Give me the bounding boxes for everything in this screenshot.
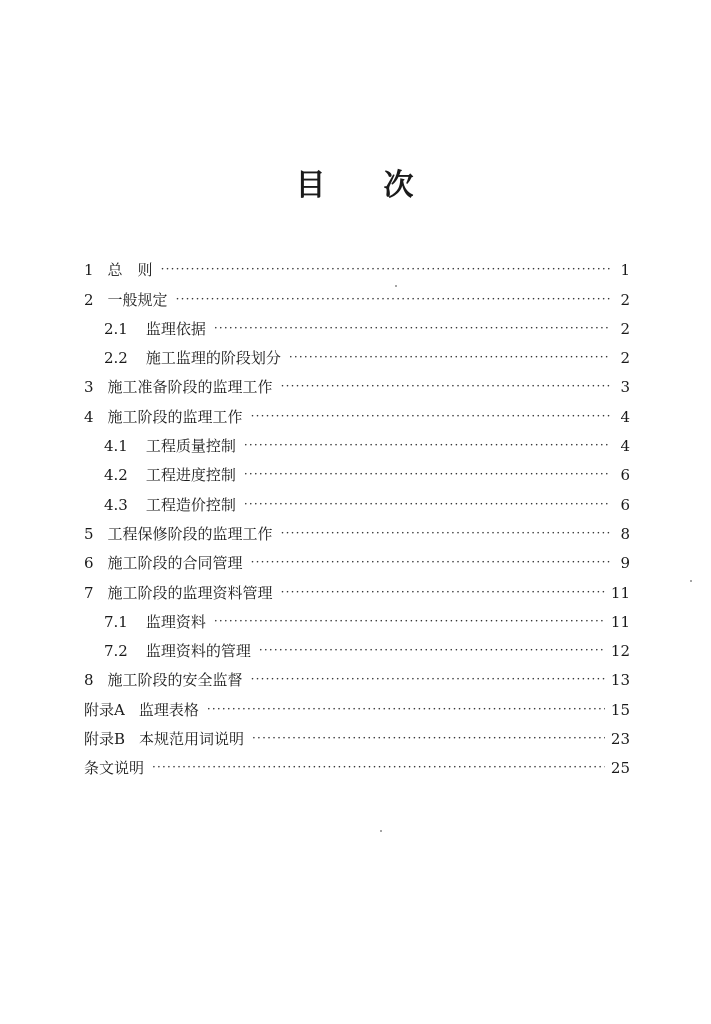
toc-entry-page: 11 [610, 612, 630, 631]
toc-entry-page: 6 [620, 495, 630, 514]
toc-entry-number: 6 [84, 554, 94, 573]
toc-leader-dots [251, 670, 605, 688]
toc-entry-page: 1 [620, 261, 630, 280]
toc-entry-number: 7.2 [104, 642, 128, 661]
toc-entry-number: 4.2 [104, 466, 128, 485]
toc-entry-label: 工程造价控制 [145, 495, 236, 514]
toc-entry-label: 本规范用词说明 [139, 730, 245, 749]
toc-entry[interactable] [84, 572, 630, 601]
title-char-1: 目 [295, 168, 328, 203]
toc-entry-page: 4 [620, 407, 630, 426]
toc-entry[interactable] [84, 631, 630, 660]
toc-entry-label: 总 则 [107, 261, 153, 280]
toc-leader-dots [289, 348, 610, 366]
toc-entry[interactable] [84, 543, 630, 572]
toc-entry-label: 监理资料的管理 [145, 642, 251, 661]
toc-entry-number: 4 [84, 407, 94, 426]
toc-entry[interactable] [84, 338, 630, 367]
toc-entry[interactable] [84, 719, 630, 748]
toc-entry-label: 一般规定 [107, 290, 168, 309]
toc-leader-dots [176, 290, 610, 308]
scan-speck [395, 285, 397, 287]
toc-entry-number: 附录A [84, 700, 125, 719]
page-title [0, 160, 711, 204]
toc-entry[interactable] [84, 514, 630, 543]
toc-entry[interactable] [84, 748, 630, 777]
toc-entry[interactable] [84, 396, 630, 425]
toc-entry-number: 7.1 [104, 612, 128, 631]
toc-entry-page: 12 [610, 642, 630, 661]
toc-entry-page: 23 [610, 730, 630, 749]
toc-entry[interactable] [84, 602, 630, 631]
toc-entry-number: 2.1 [104, 319, 128, 338]
toc-entry[interactable] [84, 455, 630, 484]
toc-entry-page: 2 [620, 349, 630, 368]
toc-entry-page: 2 [620, 319, 630, 338]
toc-entry-page: 4 [620, 437, 630, 456]
toc-entry[interactable] [84, 309, 630, 338]
toc-leader-dots [214, 319, 610, 337]
toc-entry[interactable] [84, 279, 630, 308]
toc-entry-page: 6 [620, 466, 630, 485]
toc-leader-dots [207, 700, 605, 718]
toc-entry-number: 附录B [84, 730, 126, 749]
toc-leader-dots [251, 553, 610, 571]
toc-leader-dots [214, 612, 605, 630]
toc-entry[interactable] [84, 660, 630, 689]
table-of-contents [84, 250, 630, 777]
toc-entry-page: 11 [610, 583, 630, 602]
toc-leader-dots [161, 260, 610, 278]
toc-entry-number: 1 [84, 261, 94, 280]
toc-entry[interactable] [84, 689, 630, 718]
toc-entry-number: 5 [84, 524, 94, 543]
toc-entry[interactable] [84, 250, 630, 279]
title-char-2: 次 [383, 168, 416, 203]
scan-speck [690, 580, 692, 582]
toc-entry-label: 施工阶段的监理资料管理 [107, 583, 273, 602]
toc-entry-label: 条文说明 [84, 759, 145, 778]
toc-entry-number: 2.2 [104, 349, 128, 368]
toc-entry[interactable] [84, 484, 630, 513]
toc-leader-dots [244, 436, 610, 454]
toc-leader-dots [281, 377, 610, 395]
toc-entry-label: 施工阶段的安全监督 [107, 671, 243, 690]
toc-leader-dots [244, 465, 610, 483]
toc-entry-label: 施工阶段的合同管理 [107, 554, 243, 573]
toc-entry-number: 4.3 [104, 495, 128, 514]
toc-entry[interactable] [84, 426, 630, 455]
toc-entry-label: 工程保修阶段的监理工作 [107, 524, 273, 543]
toc-entry-label: 监理依据 [145, 319, 206, 338]
toc-entry-number: 7 [84, 583, 94, 602]
toc-entry-number: 8 [84, 671, 94, 690]
toc-entry-page: 9 [620, 554, 630, 573]
toc-entry[interactable] [84, 367, 630, 396]
toc-entry-label: 工程质量控制 [145, 437, 236, 456]
toc-leader-dots [152, 758, 605, 776]
toc-entry-label: 施工准备阶段的监理工作 [107, 378, 273, 397]
toc-entry-label: 工程进度控制 [145, 466, 236, 485]
toc-entry-label: 施工阶段的监理工作 [107, 407, 243, 426]
toc-leader-dots [251, 407, 610, 425]
toc-leader-dots [281, 583, 605, 601]
toc-leader-dots [259, 641, 605, 659]
toc-entry-label: 监理表格 [138, 700, 199, 719]
toc-entry-label: 监理资料 [145, 612, 206, 631]
toc-entry-number: 2 [84, 290, 94, 309]
toc-entry-page: 15 [610, 700, 630, 719]
toc-entry-page: 8 [620, 524, 630, 543]
toc-leader-dots [281, 524, 610, 542]
toc-entry-number: 4.1 [104, 437, 128, 456]
toc-entry-page: 2 [620, 290, 630, 309]
toc-entry-number: 3 [84, 378, 94, 397]
toc-entry-label: 施工监理的阶段划分 [145, 349, 281, 368]
toc-entry-page: 13 [610, 671, 630, 690]
toc-leader-dots [244, 495, 610, 513]
toc-entry-page: 3 [620, 378, 630, 397]
scan-speck [380, 830, 382, 832]
toc-entry-page: 25 [610, 759, 630, 778]
toc-leader-dots [252, 729, 605, 747]
